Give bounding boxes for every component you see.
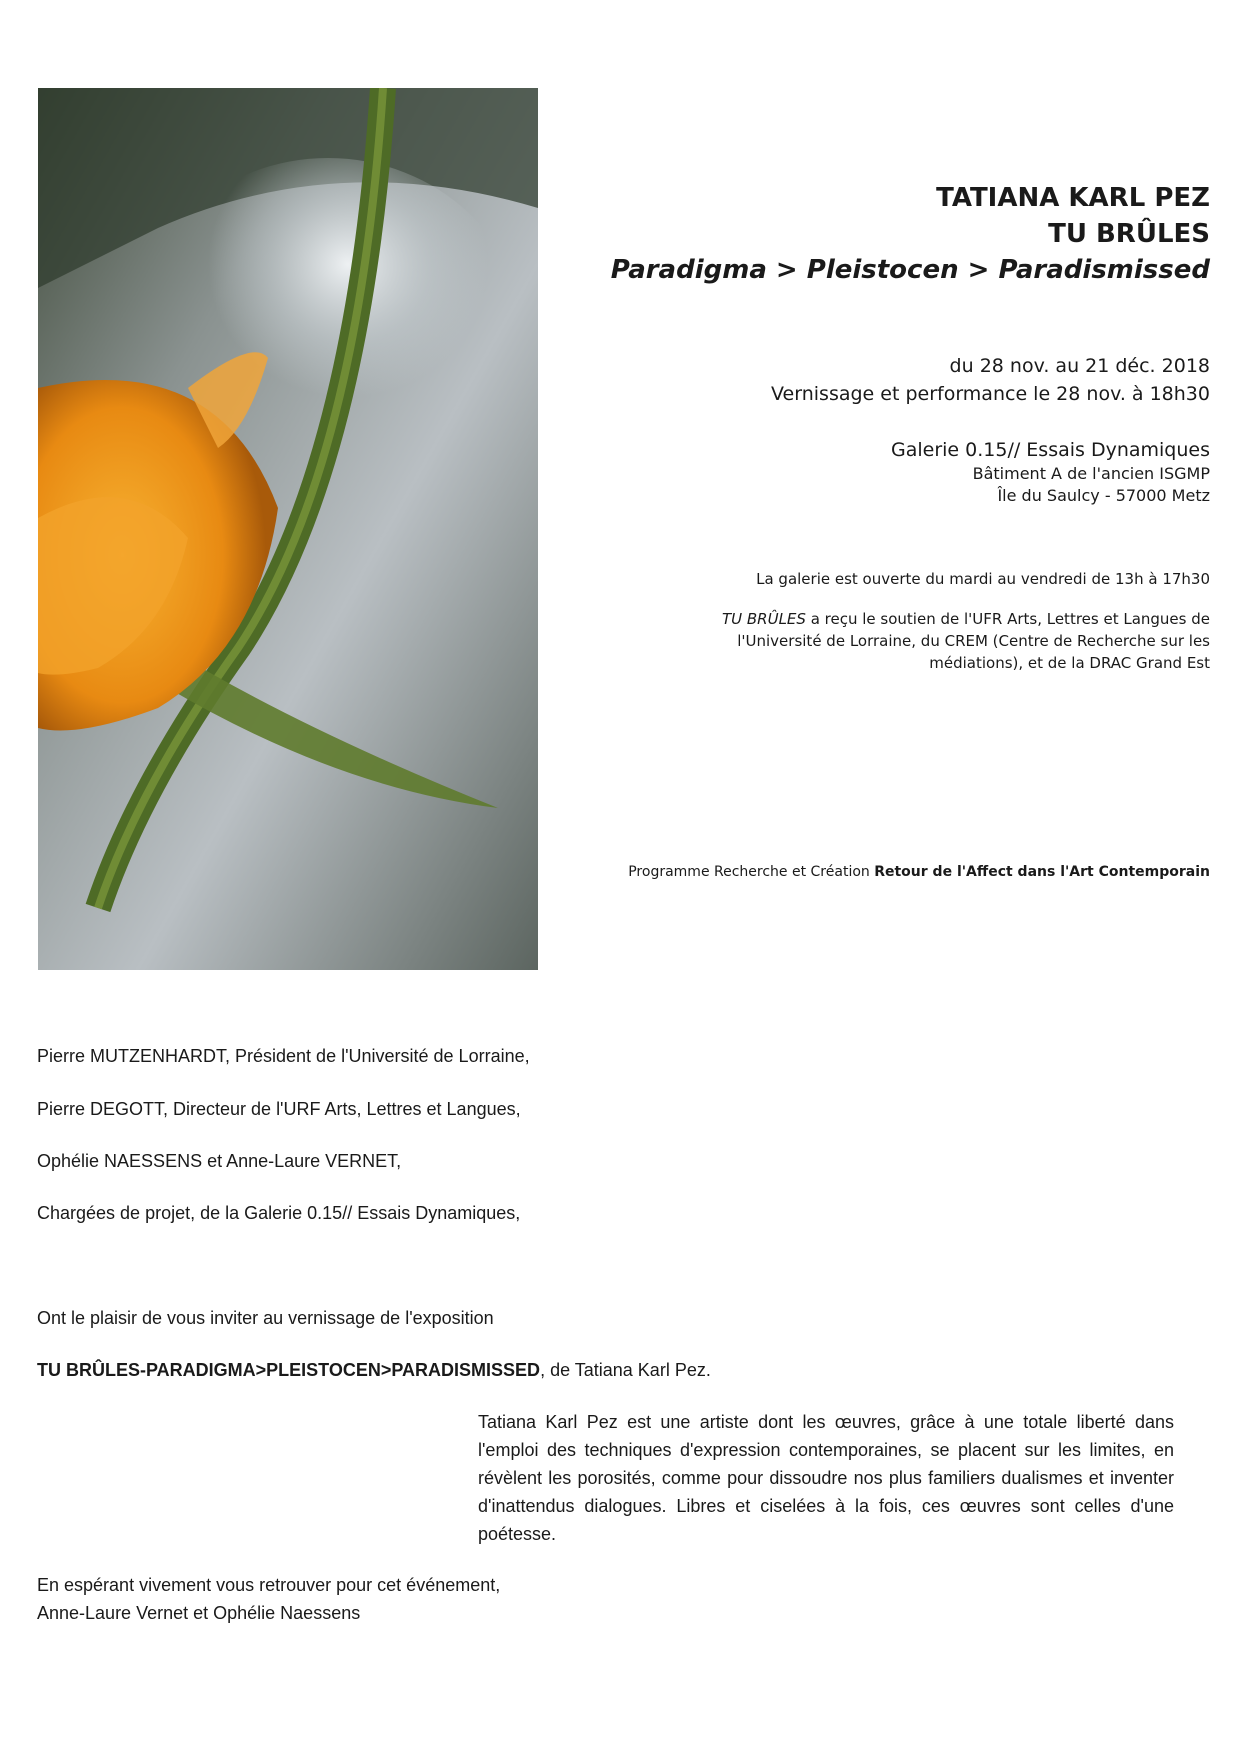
- invitation-line-3: Ophélie NAESSENS et Anne-Laure VERNET,: [37, 1151, 402, 1171]
- support-title: TU BRÛLES: [721, 610, 806, 628]
- opening-hours: La galerie est ouverte du mardi au vendredi de 13h à 17h30: [756, 570, 1210, 588]
- invitation-expo-line: [37, 1358, 711, 1382]
- artist-name: TATIANA KARL PEZ: [936, 183, 1210, 213]
- support-statement: [650, 608, 1210, 674]
- support-text: a reçu le soutien de l'UFR Arts, Lettres et Langues de l'Université de Lorraine, du CREM (Centre de Recherche sur les médiations), et de la DRAC Grand Est: [737, 610, 1210, 672]
- vernissage-info: Vernissage et performance le 28 nov. à 18h30: [771, 383, 1210, 405]
- artist-description: Tatiana Karl Pez est une artiste dont les œuvres, grâce à une totale liberté dans l'emploi des techniques d'expression contemporaines, se placent sur les limites, en révèlent les porosités, comme pour dissoudre nos plus familiers dualismes et inventer d'inattendus dialogues. Libres et ciselées à la fois, ces œuvres sont celles d'une poétesse.: [478, 1412, 1174, 1544]
- expo-suffix: , de Tatiana Karl Pez.: [540, 1360, 711, 1380]
- invitation-line-2: Pierre DEGOTT, Directeur de l'URF Arts, Lettres et Langues,: [37, 1099, 521, 1119]
- invitation-line-4: Chargées de projet, de la Galerie 0.15// Essais Dynamiques,: [37, 1203, 521, 1223]
- gallery-building: Bâtiment A de l'ancien ISGMP: [972, 464, 1210, 483]
- gallery-name: Galerie 0.15// Essais Dynamiques: [890, 439, 1210, 461]
- invitation-line-5: Ont le plaisir de vous inviter au vernissage de l'exposition: [37, 1308, 494, 1328]
- exhibition-title: TU BRÛLES: [1048, 219, 1210, 249]
- exhibition-dates: du 28 nov. au 21 déc. 2018: [949, 355, 1210, 377]
- artwork-photo: [38, 88, 538, 970]
- exhibition-subtitle: Paradigma > Pleistocen > Paradismissed: [610, 255, 1210, 285]
- expo-name: TU BRÛLES-PARADIGMA>PLEISTOCEN>PARADISMISSED: [37, 1360, 541, 1380]
- programme-label: Programme Recherche et Création: [628, 864, 875, 880]
- programme-credit: [628, 862, 1210, 882]
- programme-name: Retour de l'Affect dans l'Art Contemporain: [874, 864, 1210, 880]
- closing-line-1: En espérant vivement vous retrouver pour cet événement,: [37, 1575, 501, 1595]
- closing-line-2: Anne-Laure Vernet et Ophélie Naessens: [37, 1603, 361, 1623]
- invitation-line-1: Pierre MUTZENHARDT, Président de l'Université de Lorraine,: [37, 1046, 530, 1066]
- gallery-address: Île du Saulcy - 57000 Metz: [997, 486, 1210, 505]
